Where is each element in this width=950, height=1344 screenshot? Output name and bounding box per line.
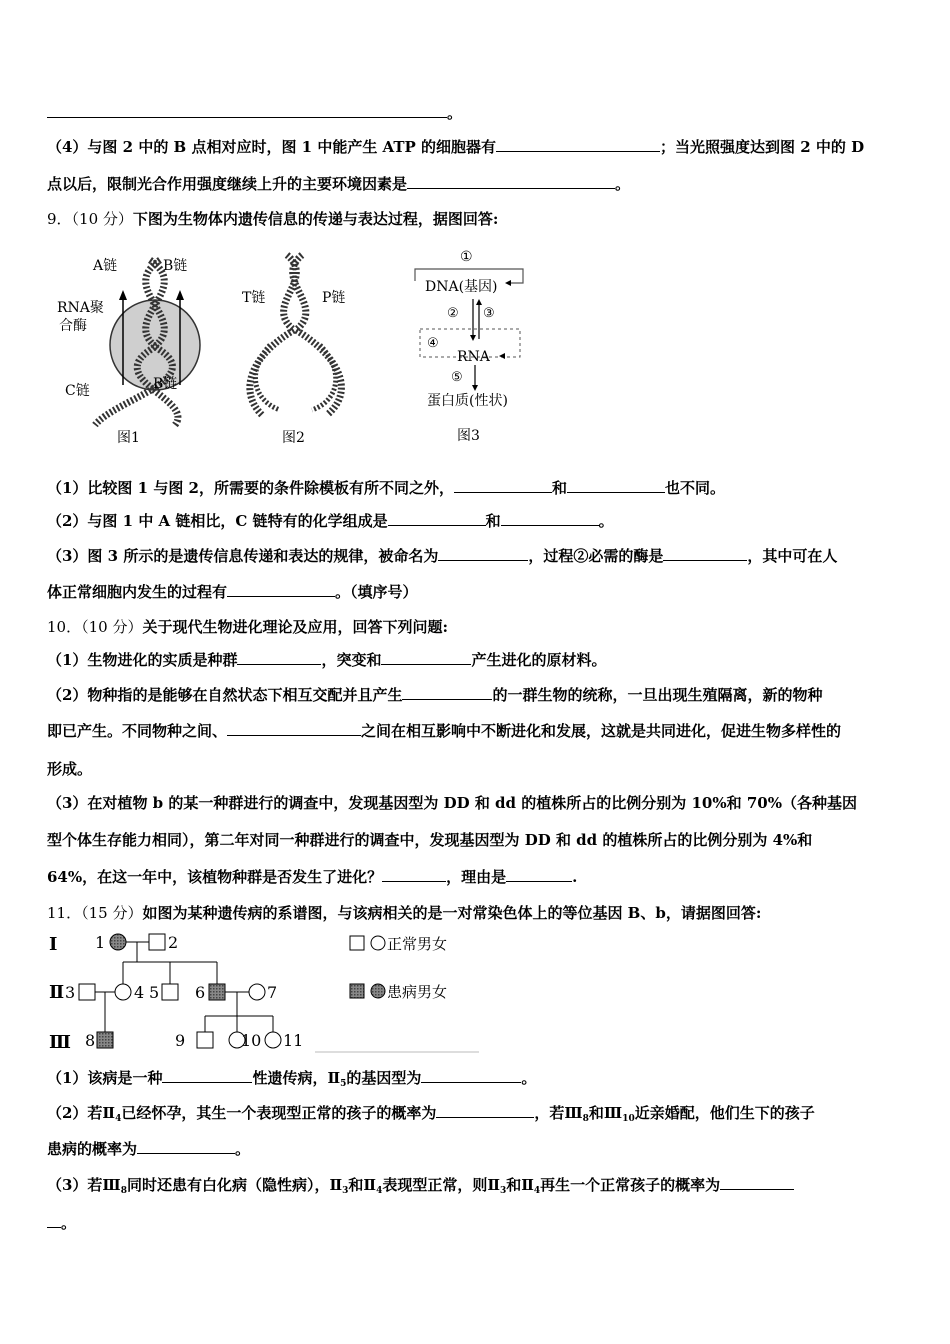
svg-text:Ⅱ: Ⅱ bbox=[49, 982, 65, 1003]
answer-blank[interactable] bbox=[47, 103, 447, 118]
strand-p bbox=[293, 255, 342, 415]
svg-text:A链: A链 bbox=[93, 258, 118, 274]
q11-sub3-line-2: 。 bbox=[47, 1213, 910, 1233]
answer-blank[interactable] bbox=[402, 685, 492, 700]
q9-sub1: （1）比较图 1 与图 2，所需要的条件除模板有所不同之外， 和 也不同。 bbox=[47, 479, 726, 497]
svg-text:Ⅰ: Ⅰ bbox=[49, 934, 58, 955]
answer-blank[interactable] bbox=[720, 1175, 794, 1190]
q9-sub3-line-2: 体正常细胞内发生的过程有 。（填序号） bbox=[47, 583, 418, 601]
q10-sub2-line-3: 形成。 bbox=[47, 760, 93, 778]
figure-2-replication bbox=[232, 250, 362, 450]
legend-normal-female-icon bbox=[371, 936, 385, 950]
pedigree-i1-affected-female bbox=[110, 934, 126, 950]
q10-sub2-line-1: （2）物种指的是能够在自然状态下相互交配并且产生 的一群生物的统称，一旦出现生殖隔离，新的物种 bbox=[47, 686, 823, 704]
svg-text:RNA: RNA bbox=[457, 349, 490, 365]
q11-sub1: （1）该病是一种 性遗传病，$Ⅱ_5$的基因型为 。 bbox=[47, 1069, 537, 1089]
svg-text:图3: 图3 bbox=[457, 428, 480, 444]
svg-text:3: 3 bbox=[65, 983, 76, 1002]
answer-blank[interactable] bbox=[162, 1068, 252, 1083]
q9-sub2: （2）与图 1 中 A 链相比，C 链特有的化学组成是 和 。 bbox=[47, 512, 614, 530]
pedigree-iii11-normal-female bbox=[265, 1032, 281, 1048]
figure-3-central-dogma bbox=[405, 243, 545, 448]
svg-text:5: 5 bbox=[149, 983, 160, 1002]
q8-sub4-line-1: （4）与图 2 中的 B 点相对应时，图 1 中能产生 ATP 的细胞器有 ；当光照强度达到图 2 中的 D bbox=[47, 138, 865, 156]
answer-blank[interactable] bbox=[506, 867, 572, 882]
svg-text:②: ② bbox=[447, 306, 459, 321]
answer-blank[interactable] bbox=[663, 546, 747, 561]
svg-text:10: 10 bbox=[241, 1031, 262, 1050]
q10-sub1: （1）生物进化的实质是种群 ，突变和 产生进化的原材料。 bbox=[47, 651, 607, 669]
legend-normal-male-icon bbox=[350, 936, 364, 950]
answer-blank[interactable] bbox=[436, 1103, 534, 1118]
q8-sub4-line-2: 点以后，限制光合作用强度继续上升的主要环境因素是 。 bbox=[47, 175, 631, 193]
q8-line-1: 。 bbox=[47, 103, 910, 123]
svg-text:P链: P链 bbox=[322, 290, 346, 306]
svg-text:正常男女: 正常男女 bbox=[387, 935, 448, 953]
svg-text:①: ① bbox=[460, 249, 473, 265]
pedigree-iii8-affected-male bbox=[97, 1032, 113, 1048]
q10-sub3-line-3: 64%，在这一年中，该植物种群是否发生了进化？ ，理由是 . bbox=[47, 868, 578, 886]
pedigree-ii4-normal-female bbox=[115, 984, 131, 1000]
pedigree-ii3-normal-male bbox=[79, 984, 95, 1000]
svg-text:Ⅲ: Ⅲ bbox=[49, 1032, 71, 1053]
svg-text:DNA(基因): DNA(基因) bbox=[425, 279, 498, 295]
svg-text:8: 8 bbox=[85, 1031, 96, 1050]
svg-text:7: 7 bbox=[267, 983, 278, 1002]
q10-sub3-line-2: 型个体生存能力相同），第二年对同一种群进行的调查中，发现基因型为 DD 和 dd 的植株所占的比例分别为 4%和 bbox=[47, 831, 813, 849]
figure-1-transcription bbox=[55, 250, 215, 450]
pedigree-ii7-normal-female bbox=[249, 984, 265, 1000]
q9-header: 9．（10 分）下图为生物体内遗传信息的传递与表达过程，据图回答: bbox=[47, 210, 499, 228]
answer-blank[interactable] bbox=[388, 511, 486, 526]
q11-header: 11．（15 分）如图为某种遗传病的系谱图，与该病相关的是一对常染色体上的等位基因 B、b，请据图回答: bbox=[47, 904, 762, 922]
pedigree-i2-normal-male bbox=[149, 934, 165, 950]
answer-blank[interactable] bbox=[421, 1068, 521, 1083]
answer-blank[interactable] bbox=[454, 478, 552, 493]
svg-text:蛋白质(性状): 蛋白质(性状) bbox=[427, 393, 508, 409]
answer-blank[interactable] bbox=[381, 650, 471, 665]
legend-affected-female-icon bbox=[371, 984, 385, 998]
q11-sub2-line-1: （2）若$Ⅱ_4$已经怀孕，其生一个表现型正常的孩子的概率为 ，若$Ⅲ_8$和$Ⅲ_{10}$近亲婚配，他们生下的孩子 bbox=[47, 1104, 815, 1124]
answer-blank[interactable] bbox=[227, 721, 361, 736]
svg-text:合酶: 合酶 bbox=[59, 318, 87, 334]
svg-text:4: 4 bbox=[134, 983, 145, 1002]
answer-blank[interactable] bbox=[382, 867, 446, 882]
q10-header: 10．（10 分）关于现代生物进化理论及应用，回答下列问题: bbox=[47, 618, 448, 636]
q11-sub3-line-1: （3）若$Ⅲ_8$同时还患有白化病（隐性病），$Ⅱ_3$和$Ⅱ_4$表现型正常，则$Ⅱ_3$和$Ⅱ_4$再生一个正常孩子的概率为 bbox=[47, 1175, 910, 1201]
pedigree-ii6-affected-male bbox=[209, 984, 225, 1000]
pedigree-ii5-normal-male bbox=[162, 984, 178, 1000]
pedigree-iii9-normal-male bbox=[197, 1032, 213, 1048]
svg-text:⑤: ⑤ bbox=[451, 370, 463, 385]
svg-text:C链: C链 bbox=[65, 383, 90, 399]
svg-text:图2: 图2 bbox=[282, 430, 305, 446]
q11-sub2-line-2: 患病的概率为 。 bbox=[47, 1140, 251, 1158]
q9-sub3-line-1: （3）图 3 所示的是遗传信息传递和表达的规律，被命名为 ，过程②必需的酶是 ，其中可在人 bbox=[47, 547, 838, 565]
answer-blank[interactable] bbox=[501, 511, 599, 526]
answer-blank[interactable] bbox=[47, 1213, 61, 1228]
svg-text:B链: B链 bbox=[153, 376, 178, 392]
svg-text:1: 1 bbox=[95, 933, 106, 952]
answer-blank[interactable] bbox=[407, 174, 615, 189]
svg-text:6: 6 bbox=[195, 983, 206, 1002]
answer-blank[interactable] bbox=[227, 582, 335, 597]
answer-blank[interactable] bbox=[567, 478, 665, 493]
q10-sub2-line-2: 即已产生。不同物种之间、 之间在相互影响中不断进化和发展，这就是共同进化，促进生物多样性的 bbox=[47, 722, 842, 740]
svg-text:11: 11 bbox=[283, 1031, 304, 1050]
answer-blank[interactable] bbox=[496, 137, 660, 152]
svg-text:T链: T链 bbox=[242, 290, 266, 306]
svg-text:患病男女: 患病男女 bbox=[387, 983, 448, 1001]
q10-sub3-line-1: （3）在对植物 b 的某一种群进行的调查中，发现基因型为 DD 和 dd 的植株所占的比例分别为 10%和 70%（各种基因 bbox=[47, 794, 857, 812]
answer-blank[interactable] bbox=[237, 650, 321, 665]
svg-text:2: 2 bbox=[168, 933, 179, 952]
svg-text:B链: B链 bbox=[163, 258, 188, 274]
svg-text:图1: 图1 bbox=[117, 430, 140, 446]
answer-blank[interactable] bbox=[137, 1139, 235, 1154]
svg-text:9: 9 bbox=[175, 1031, 186, 1050]
svg-text:RNA聚: RNA聚 bbox=[57, 300, 104, 316]
answer-blank[interactable] bbox=[438, 546, 528, 561]
legend-affected-male-icon bbox=[350, 984, 364, 998]
svg-text:④: ④ bbox=[427, 336, 439, 351]
pedigree-chart bbox=[45, 928, 485, 1058]
svg-text:③: ③ bbox=[483, 306, 495, 321]
